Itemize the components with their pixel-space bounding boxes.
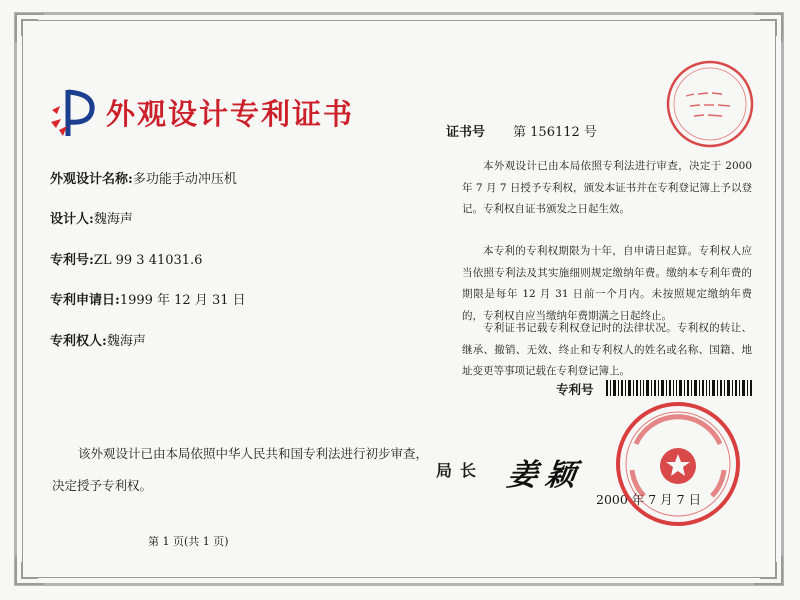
- field-value: ZL 99 3 41031.6: [93, 253, 203, 268]
- field-value: 多功能手动冲压机: [132, 172, 237, 187]
- patent-office-logo-icon: [50, 86, 98, 138]
- issue-date: 2000 年 7 月 7 日: [596, 492, 702, 507]
- corner-ornament-bottom-left: [14, 552, 48, 586]
- field-application-date: [50, 289, 246, 308]
- right-paragraph-term: 本专利的专利权期限为十年，自申请日起算。专利权人应当依照专利法及其实施细则规定缴纳年费。缴纳本专利年费的期限是每年 12 月 31 日前一个月内。未按照规定缴纳年费的，专利权自应当缴纳年费期满之日起终止。: [462, 245, 752, 322]
- certificate-number: [446, 121, 597, 140]
- corner-ornament-bottom-right: [750, 552, 784, 586]
- director-label: 局长: [436, 461, 485, 480]
- field-label: 外观设计名称:: [50, 172, 133, 187]
- field-patent-number: [50, 249, 202, 268]
- field-patentee: [50, 330, 146, 349]
- barcode-icon: [606, 380, 754, 396]
- field-label: 专利号:: [50, 253, 94, 268]
- field-designer: [50, 208, 133, 227]
- right-paragraph-grant: 本外观设计已由本局依照专利法进行审查，决定于 2000 年 7 月 7 日授予专利权，颁发本证书并在专利登记簿上予以登记。专利权自证书颁发之日起生效。: [462, 160, 752, 215]
- national-ipo-seal-icon: [614, 400, 742, 528]
- field-value: 魏海声: [106, 334, 146, 349]
- corner-ornament-top-right: [750, 12, 784, 46]
- patent-code-label: 专利号: [556, 382, 594, 397]
- field-design-name: [50, 168, 237, 187]
- bottom-grant-paragraph: 该外观设计已由本局依照中华人民共和国专利法进行初步审查，决定授予专利权。: [52, 446, 429, 493]
- field-label: 专利权人:: [50, 334, 107, 349]
- certificate-number-label: 证书号: [446, 125, 486, 140]
- certificate-title: 外观设计专利证书: [106, 97, 355, 131]
- corner-ornament-top-left: [14, 12, 48, 46]
- field-label: 设计人:: [50, 212, 94, 227]
- field-value: 魏海声: [93, 212, 133, 227]
- director-signature: 姜颖: [505, 458, 586, 493]
- field-label: 专利申请日:: [50, 293, 120, 308]
- field-value: 1999 年 12 月 31 日: [119, 293, 246, 308]
- right-paragraph-legal-status: 专利证书记载专利权登记时的法律状况。专利权的转让、继承、撤销、无效、终止和专利权人的姓名或名称、国籍、地址变更等事项记载在专利登记簿上。: [462, 322, 752, 377]
- certificate-number-value: 第 156112 号: [513, 125, 597, 140]
- page-number: 第 1 页(共 1 页): [148, 535, 229, 548]
- agency-seal-icon: [664, 58, 756, 150]
